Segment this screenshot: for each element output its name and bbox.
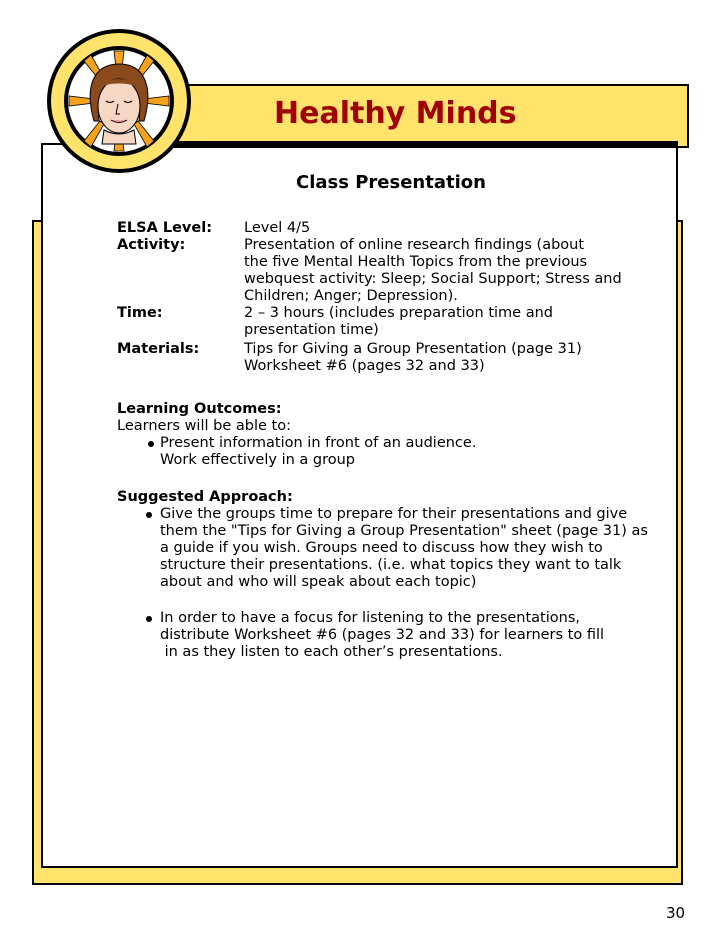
section-subtitle: Class Presentation [296,172,486,193]
smiling-face-logo-icon [44,26,194,176]
materials-line: Worksheet #6 (pages 32 and 33) [244,358,485,374]
approach-line: in as they listen to each other’s presentations. [160,644,503,660]
bullet-icon [146,616,152,622]
elsa-level-label: ELSA Level: [117,220,212,236]
activity-line: Presentation of online research findings (about [244,237,585,253]
materials-line: Tips for Giving a Group Presentation (page 31) [244,341,582,357]
activity-line: webquest activity: Sleep; Social Support; Stress and [244,271,622,287]
time-label: Time: [117,305,163,321]
bullet-icon [146,512,152,518]
approach-line: about and who will speak about each topic) [160,574,477,590]
approach-line: Give the groups time to prepare for their presentations and give [160,506,628,522]
time-line: presentation time) [244,322,379,338]
banner-shadow-line [170,141,678,147]
approach-line: structure their presentations. (i.e. what topics they want to talk [160,557,622,573]
outcome-item: Present information in front of an audience. [160,435,477,451]
page-number: 30 [666,904,686,922]
suggested-approach-heading: Suggested Approach: [117,489,293,505]
page-title: Healthy Minds [274,96,517,131]
elsa-level-value: Level 4/5 [244,220,311,236]
bullet-icon [148,441,154,447]
learning-outcomes-intro: Learners will be able to: [117,418,291,434]
outcome-item: Work effectively in a group [160,452,355,468]
approach-line: In order to have a focus for listening to the presentations, [160,610,580,626]
activity-label: Activity: [117,237,186,253]
learning-outcomes-heading: Learning Outcomes: [117,401,282,417]
activity-line: the five Mental Health Topics from the previous [244,254,588,270]
time-line: 2 – 3 hours (includes preparation time and [244,305,553,321]
approach-line: them the "Tips for Giving a Group Presentation" sheet (page 31) as [160,523,648,539]
activity-line: Children; Anger; Depression). [244,288,458,304]
approach-line: distribute Worksheet #6 (pages 32 and 33) for learners to fill [160,627,605,643]
approach-line: a guide if you wish. Groups need to discuss how they wish to [160,540,603,556]
materials-label: Materials: [117,341,200,357]
